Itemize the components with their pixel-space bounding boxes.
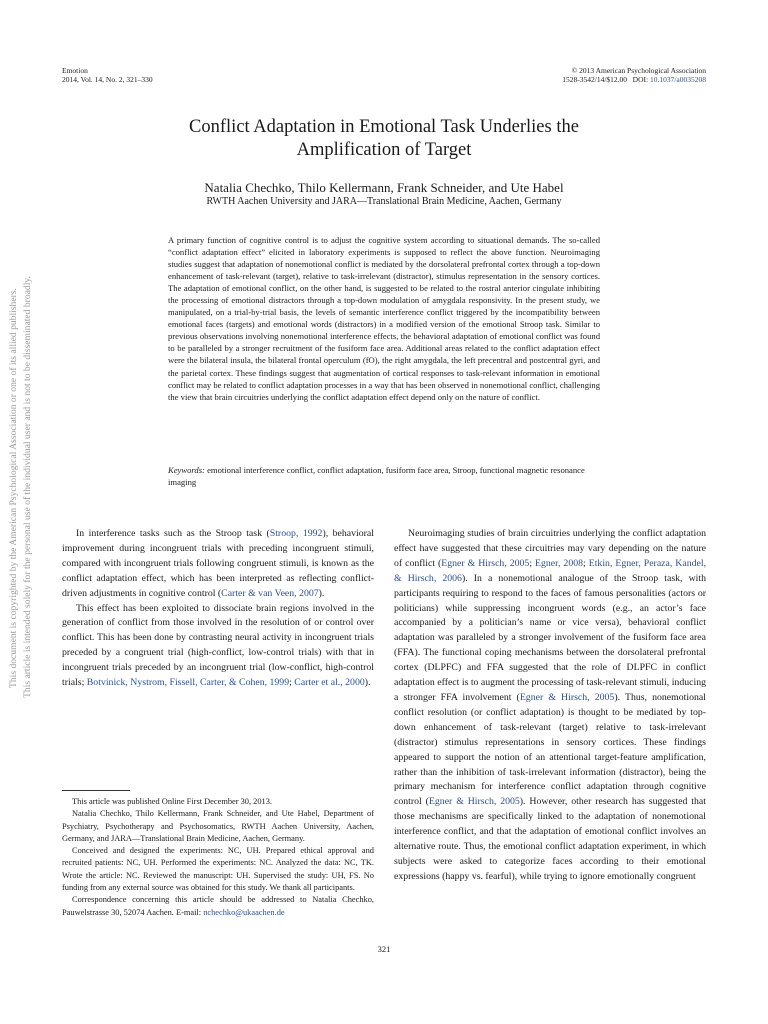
citation-link[interactable]: Botvinick, Nystrom, Fissell, Carter, & Cohen, 1999 — [86, 677, 290, 689]
paragraph — [394, 527, 706, 885]
text-run: This effect has been exploited to dissociate brain regions involved in the generation of conflict from those involved in the resolution of or control over conflict. This has been done by contrasting neural activity in incongruent trials preceded by a congruent trial (high-conflict, low-control trials) with that in incongruent trials preceded by an incongruent trial (low-conflict, high-control trials; — [62, 602, 374, 689]
keywords-label: Keywords: — [168, 465, 205, 475]
footnotes — [62, 796, 374, 919]
footnote — [62, 894, 374, 919]
running-header-left — [62, 66, 153, 84]
citation-link[interactable]: Etkin, Egner, Peraza, Kandel, & Hirsch, 2006 — [394, 557, 707, 584]
title-line-1: Conflict Adaptation in Emotional Task Underlies the — [189, 117, 579, 137]
citation-link[interactable]: Egner & Hirsch, 2005 — [428, 796, 520, 808]
body-column-left — [62, 527, 374, 691]
text-run: ; — [289, 677, 295, 689]
page-number: 321 — [377, 944, 391, 954]
text-run: ). However, other research has suggested that those mechanisms are specifically linked to the adaptation of nonemotional interference conflict, and that the adaptation of emotional conflict involves an alternative route. Thus, the emotional conflict adaptation experiment, in which subjects were asked to categorize faces according to their emotional expressions (happy vs. fearful), while trying to ignore emotionally congruent — [394, 796, 706, 882]
volume-pages: 2014, Vol. 14, No. 2, 321–330 — [62, 75, 153, 84]
footnote-rule — [62, 790, 130, 791]
doi-link[interactable]: 10.1037/a0035208 — [649, 75, 706, 84]
affiliation: RWTH Aachen University and JARA—Translational Brain Medicine, Aachen, Germany — [206, 196, 562, 207]
copyright-side-notice: This document is copyrighted by the American Psychological Association or one of its allied publishers. — [8, 288, 19, 688]
keywords-text: emotional interference conflict, conflict adaptation, fusiform face area, Stroop, functional magnetic resonance imaging — [168, 465, 585, 488]
text-run: ), behavioral improvement during incongruent trials with preceding incongruent stimuli, compared with incongruent trials following congruent stimuli, is known as the conflict adaptation effect, which has been interpreted as reflecting conflict-driven adjustments in cognitive control ( — [62, 528, 374, 599]
footnote: This article was published Online First December 30, 2013. — [72, 797, 273, 806]
text-run: In interference tasks such as the Stroop task ( — [76, 528, 270, 539]
footnote: Natalia Chechko, Thilo Kellermann, Frank Schneider, and Ute Habel, Department of Psychiatry, Psychotherapy and Psychosomatics, RWTH Aachen University, Aachen, Germany, and JARA—Translational Brain Medicine, Aachen, Germany. — [62, 809, 374, 843]
footnote: Conceived and designed the experiments: NC, UH. Prepared ethical approval and recruited patients: NC, UH. Performed the experiments: NC. Analyzed the data: NC, TK. Wrote the article: NC. Reviewed the manuscript: UH. Supervised the study: UH, FS. No funding from any external source was obtained for this study. We thank all participants. — [62, 846, 374, 893]
doi-label: DOI: — [632, 75, 649, 84]
citation-link[interactable]: Egner & Hirsch, 2005 — [441, 557, 530, 569]
running-header-right — [562, 66, 706, 84]
citation-link[interactable]: Egner & Hirsch, 2005 — [519, 691, 615, 703]
text-run: ). Thus, nonemotional conflict resolution (or conflict adaptation) is thought to be mediated by top-down enhancement of task-relevant (target) relative to task-irrelevant (distractor) stimulus representations in sensory cortices. These findings appeared to support the notion of an attentional target-feature amplification, rather than the inhibition of task-irrelevant information (distractor), being the primary mechanism for interference conflict adaptation through cognitive control ( — [394, 691, 706, 808]
text-run: Correspondence concerning this article should be addressed to Natalia Chechko, Pauwelstrasse 30, 52074 Aachen. E-mail: — [62, 895, 374, 917]
paragraph — [62, 527, 374, 602]
keywords — [168, 464, 600, 488]
citation-link[interactable]: Carter et al., 2000 — [294, 677, 365, 689]
text-run: ). — [364, 677, 371, 689]
title-line-2: Amplification of Target — [296, 140, 472, 160]
text-run: ; — [583, 557, 589, 569]
journal-name: Emotion — [62, 66, 88, 75]
citation-link[interactable]: Stroop, 1992 — [269, 528, 323, 539]
issn-price: 1528-3542/14/$12.00 — [562, 75, 628, 84]
citation-link[interactable]: Egner, 2008 — [535, 557, 584, 569]
text-run: ; — [529, 557, 536, 569]
text-run: Neuroimaging studies of brain circuitries underlying the conflict adaptation effect have suggested that these circuitries may vary depending on the nature of conflict ( — [394, 528, 706, 569]
abstract: A primary function of cognitive control is to adjust the cognitive system according to situational demands. The so-called “conflict adaptation effect” elicited in laboratory experiments is supposed to reflect the above function. Neuroimaging studies suggest that adaptation of nonemotional conflict is mediated by the dorsolateral prefrontal cortex through a top-down enhancement of task-relevant (target), relative to task-irrelevant (distractor), stimulus representation in the sensory cortices. The adaptation of emotional conflict, on the other hand, is suggested to be related to the rostral anterior cingulate inhibiting the processing of emotional distractors through a top-down modulation of amygdala responsivity. In the present study, we manipulated, on a trial-by-trial basis, the levels of semantic interference conflict triggered by the incompatibility between emotional faces (targets) and emotional words (distractors) in a modified version of the emotional Stroop task. Similar to previous observations involving nonemotional interference effects, the behavioral adaptation of emotional conflict was found to be paralleled by a stronger recruitment of the fusiform face area. Additional areas related to the conflict adaptation effect were the bilateral insula, the bilateral frontal operculum (fO), the right amygdala, the left precentral and postcentral gyri, and the parietal cortex. These findings suggest that augmentation of cortical responses to task-relevant information in emotional conflict may be related to conflict adaptation processes in a way that has been observed in nonemotional conflict, challenging the view that brain circuitries underlying the conflict adaptation effect depend only on the nature of conflict. — [168, 235, 600, 402]
text-run: ). In a nonemotional analogue of the Stroop task, with participants requiring to respond to the faces of famous personalities (actors or politicians) while suppressing incongruent words (e.g., an actor’s face accompanied by a politician’s name or vice versa), behavioral conflict adaptation was paralleled by a stronger involvement of the fusiform face area (FFA). The functional coping mechanisms between the dorsolateral prefrontal cortex (DLPFC) and FFA suggested that the role of DLPFC in conflict adaptation effect is to augment the processing of task-relevant stimuli, inducing a stronger FFA involvement ( — [394, 572, 706, 703]
usage-side-notice: This article is intended solely for the personal use of the individual user and is not to be disseminated broadly. — [22, 276, 33, 698]
email-link[interactable]: nchechko@ukaachen.de — [203, 907, 285, 917]
issn-doi-line — [562, 75, 706, 84]
author-list: Natalia Chechko, Thilo Kellermann, Frank Schneider, and Ute Habel — [204, 180, 564, 195]
article-title — [100, 116, 668, 162]
copyright-line: © 2013 American Psychological Association — [571, 66, 706, 75]
text-run: ). — [318, 587, 325, 599]
body-column-right — [394, 527, 706, 885]
paragraph — [62, 602, 374, 691]
citation-link[interactable]: Carter & van Veen, 2007 — [221, 587, 319, 599]
